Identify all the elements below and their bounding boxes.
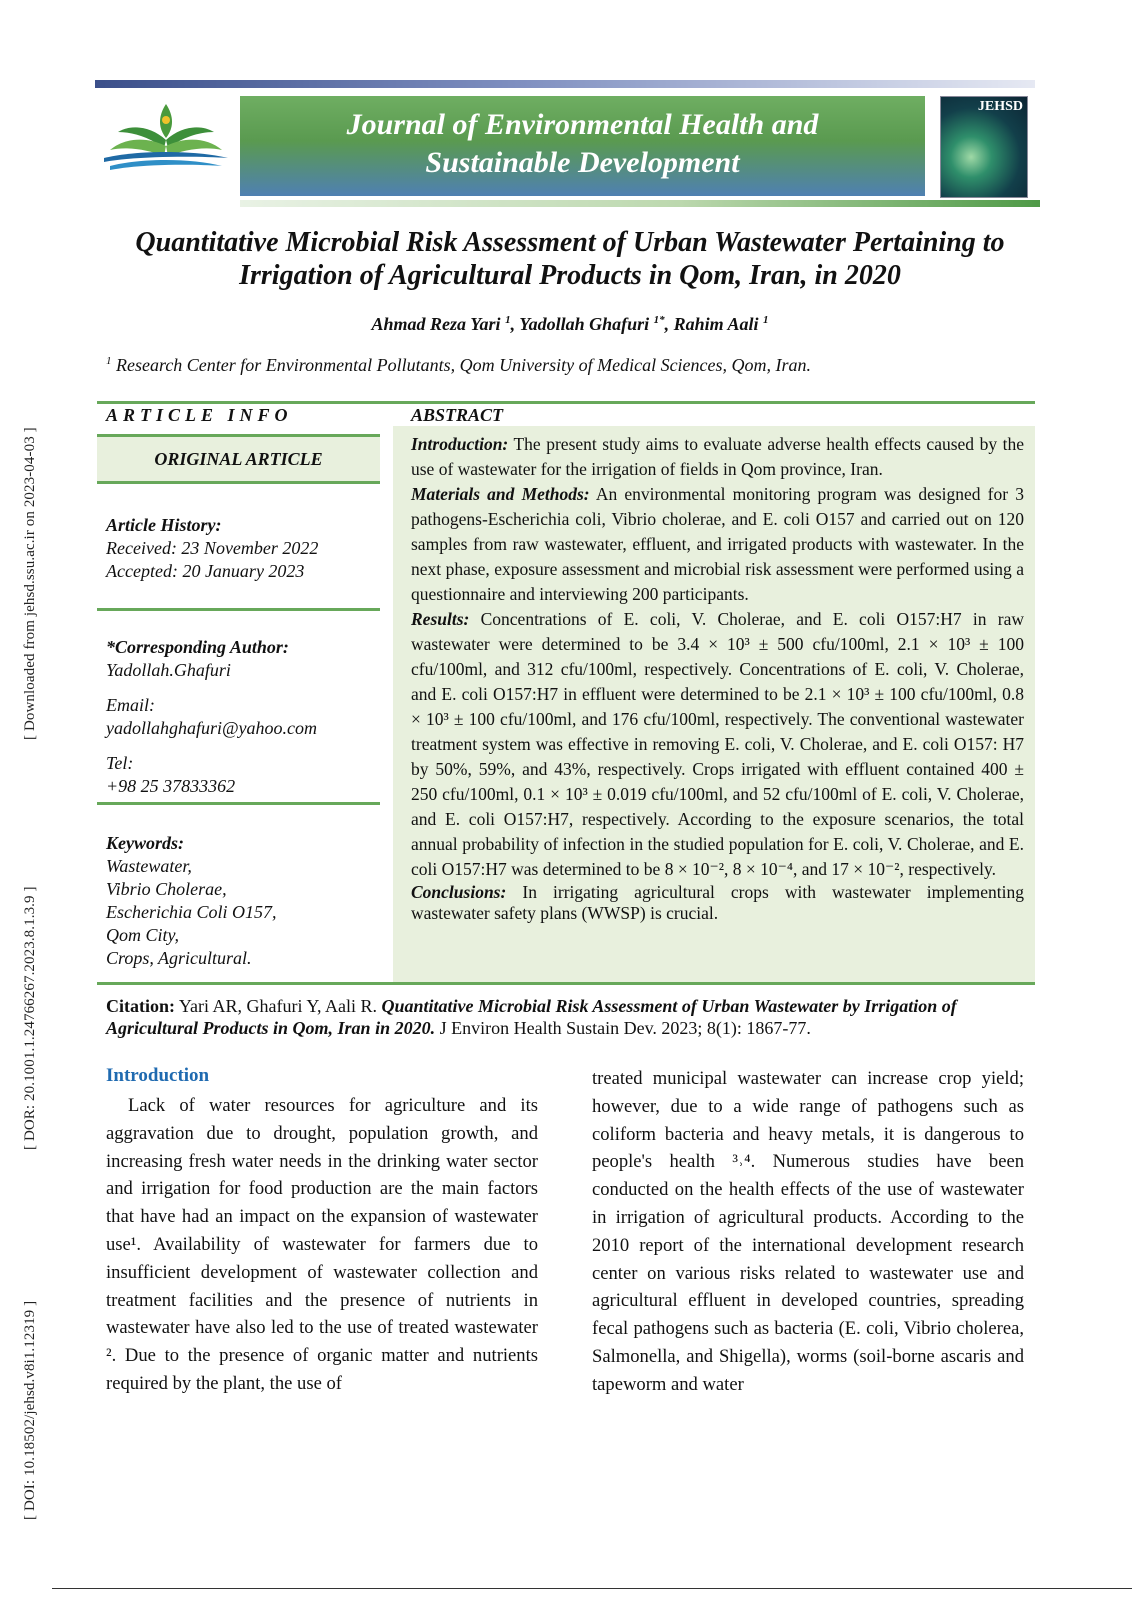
footer-rule xyxy=(52,1588,1132,1589)
journal-name-line2: Sustainable Development xyxy=(425,146,740,179)
tel-label: Tel: xyxy=(106,753,134,773)
history-label: Article History: xyxy=(106,515,222,535)
tel-number: +98 25 37833362 xyxy=(106,776,236,796)
keyword: Wastewater, xyxy=(106,856,192,876)
citation-authors: Yari AR, Ghafuri Y, Aali R. xyxy=(178,996,378,1016)
cover-label: JEHSD xyxy=(977,99,1023,114)
citation-label: Citation: xyxy=(106,996,175,1016)
affiliation: $^1$ Research Center for Environmental Pollutants, Qom University of Medical Sciences, Qom, Iran. xyxy=(106,355,812,375)
email-block xyxy=(106,694,317,740)
accepted-date: Accepted: 20 January 2023 xyxy=(106,561,305,581)
journal-logo xyxy=(96,96,236,191)
keywords-block xyxy=(106,832,276,970)
article-type: ORIGINAL ARTICLE xyxy=(97,434,380,484)
keywords-label: Keywords: xyxy=(106,833,184,853)
email-address: yadollahghafuri@yahoo.com xyxy=(106,718,318,738)
received-date: Received: 23 November 2022 xyxy=(106,538,319,558)
abstract-conclusions: Conclusions: In irrigating agricultural crops with wastewater implementing wastewater safety plans (WWSP) is crucial. xyxy=(411,882,1024,923)
abstract-heading: ABSTRACT xyxy=(411,405,504,425)
article-info-heading: ARTICLE INFO xyxy=(106,405,293,425)
email-label: Email: xyxy=(106,695,155,715)
abstract-text xyxy=(411,432,1024,924)
corresponding-label: *Corresponding Author: xyxy=(106,637,289,657)
author-list: Ahmad Reza Yari $^1$, Yadollah Ghafuri $^{1*}$, Rahim Aali $^1$ xyxy=(371,314,769,334)
keyword: Escherichia Coli O157, xyxy=(106,902,277,922)
citation-title: Quantitative Microbial Risk Assessment of Urban Wastewater by Irrigation of Agricultural Products in Qom, Iran in 2020. xyxy=(106,996,957,1038)
tel-block xyxy=(106,752,235,798)
abstract-introduction: Introduction: The present study aims to evaluate adverse health effects caused by the use of wastewater for the irrigation of fields in Qom province, Iran. xyxy=(411,434,1024,479)
citation xyxy=(106,995,1026,1039)
article-title: Quantitative Microbial Risk Assessment of Urban Wastewater Pertaining to Irrigation of Agricultural Products in Qom, Iran, in 2020 xyxy=(135,227,1005,291)
abstract-bottom-rule xyxy=(97,982,1035,985)
article-history xyxy=(106,514,318,583)
header-bottom-bar xyxy=(240,200,1040,207)
corresponding-name: Yadollah.Ghafuri xyxy=(106,660,231,680)
abstract-methods: Materials and Methods: An environmental monitoring program was designed for 3 pathogens-Escherichia coli, Vibrio cholerae, and E. coli O157 and carried out on 120 samples from raw wastewater, effluent, and irrigated products with wastewater. In the next phase, exposure assessment and microbial risk assessment were performed using a questionnaire and interviewing 200 participants. xyxy=(411,484,1024,604)
introduction-heading: Introduction xyxy=(106,1065,210,1086)
abstract-results: Results: Concentrations of E. coli, V. Cholerae, and E. coli O157:H7 in raw wastewater were determined to be 3.4 × 10³ ± 500 cfu/100ml, 2.1 × 10³ ± 100 cfu/100ml, and 312 cfu/100ml, respectively. Concentrations of E. coli, V. Cholerae, and E. coli O157:H7 in effluent were determined to be 2.1 × 10³ ± 100 cfu/100ml, 0.8 × 10³ ± 100 cfu/100ml, and 176 cfu/100ml, respectively. The conventional wastewater treatment system was effective in removing E. coli, V. Cholerae, and E. coli O157: H7 by 50%, 59%, and 43%, respectively. Crops irrigated with effluent contained 400 ± 250 cfu/100ml, 0.1 × 10³ ± 0.019 cfu/100ml, and 52 cfu/100ml of E. coli, V. Cholerae, and E. coli O157:H7, respectively. According to the exposure scenarios, the total annual probability of infection in the studied population for E. coli, V. Cholerae, and E. coli O157:H7 was determined to be 8 × 10⁻², 8 × 10⁻⁴, and 17 × 10⁻², respectively. xyxy=(411,609,1025,879)
keyword: Qom City, xyxy=(106,925,180,945)
header-top-bar xyxy=(95,80,1035,88)
info-separator-2 xyxy=(97,802,380,805)
dor-note: [ DOR: 20.1001.1.24766267.2023.8.1.3.9 ] xyxy=(22,886,38,1150)
keyword: Vibrio Cholerae, xyxy=(106,879,227,899)
doi-note: [ DOI: 10.18502/jehsd.v8i1.12319 ] xyxy=(22,1300,38,1520)
body-left-column: Lack of water resources for agriculture and its aggravation due to drought, population growth, and increasing fresh water needs in the drinking water sector and irrigation for food production are the main factors that have had an impact on the expansion of wastewater use¹. Availability of wastewater for farmers due to insufficient development of wastewater collection and treatment facilities and the presence of nutrients in wastewater have also led to the use of treated wastewater ². Due to the presence of organic matter and nutrients required by the plant, the use of xyxy=(106,1095,538,1394)
info-top-rule xyxy=(97,401,1035,404)
journal-cover-thumbnail xyxy=(940,96,1028,198)
body-right-column: treated municipal wastewater can increase crop yield; however, due to a wide range of pathogens such as coliform bacteria and heavy metals, it is dangerous to people's health ³˒⁴. Numerous studies have been conducted on the health effects of the use of wastewater in irrigation of agricultural products. According to the 2010 report of the international development research center on various risks related to wastewater use and agricultural effluent in developed countries, spreading fecal pathogens such as bacteria (E. coli, Vibrio cholerea, Salmonella, and Shigella), worms (soil-borne ascaris and tapeworm and water xyxy=(592,1068,1024,1395)
journal-name-line1: Journal of Environmental Health and xyxy=(346,108,819,141)
corresponding-author xyxy=(106,636,289,682)
info-separator-1 xyxy=(97,608,380,611)
journal-banner xyxy=(240,96,925,196)
download-note: [ Downloaded from jehsd.ssu.ac.ir on 2023-04-03 ] xyxy=(22,427,38,740)
citation-source: J Environ Health Sustain Dev. 2023; 8(1): 1867-77. xyxy=(439,1018,811,1038)
keyword: Crops, Agricultural. xyxy=(106,948,252,968)
